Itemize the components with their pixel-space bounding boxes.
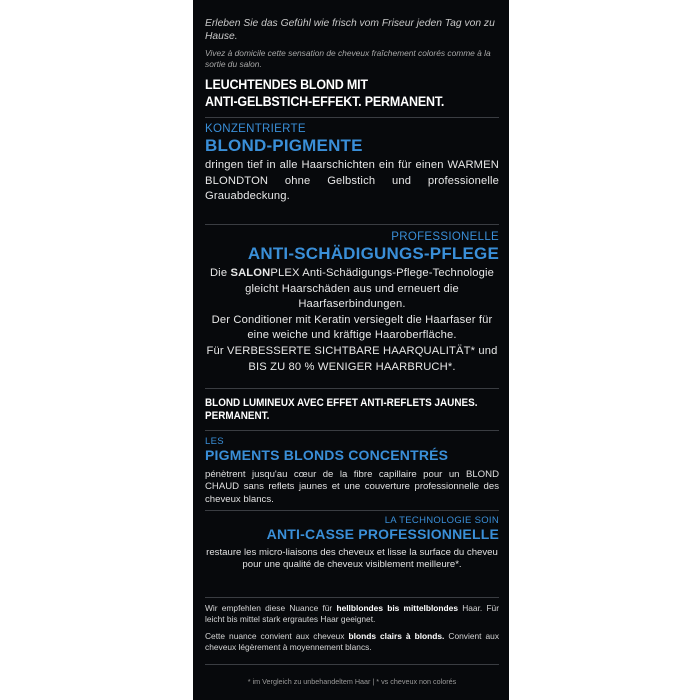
section-anti-schaedigung-de <box>205 231 499 375</box>
product-info-panel <box>193 0 509 700</box>
tagline-de <box>205 17 499 43</box>
section-small-heading: LA TECHNOLOGIE SOIN <box>384 515 499 526</box>
section-big-heading: BLOND-PIGMENTE <box>205 136 363 155</box>
recommend-text: Haar. Für leicht bis mittel stark ergrautes Haar geeignet. <box>205 603 500 624</box>
section-small-heading: PROFESSIONELLE <box>391 231 499 243</box>
recommend-text: Convient aux cheveux légèrement à moyennement blancs. <box>205 631 500 652</box>
section-small-heading: KONZENTRIERTE <box>205 123 306 135</box>
divider <box>205 430 499 431</box>
section-body-2: Der Conditioner mit Keratin versiegelt die Haarfaser für eine weiche und kräftige Haaroberfläche. <box>211 313 493 342</box>
headline-de-line2: ANTI-GELBSTICH-EFFEKT. PERMANENT. <box>205 94 445 109</box>
section-big-heading: ANTI-CASSE PROFESSIONNELLE <box>266 526 499 542</box>
headline-fr-line1: BLOND LUMINEUX AVEC EFFET ANTI-REFLETS JAUNES. <box>205 397 478 409</box>
tagline-de-c: jeden Tag von zu Hause. <box>205 18 495 42</box>
section-pigments-fr <box>205 436 499 506</box>
tagline-fr-a: Vivez à domicile cette <box>205 48 289 58</box>
tagline-de-b: Gefühl wie frisch vom Friseur <box>280 18 414 29</box>
section-big-heading: ANTI-SCHÄDIGUNGS-PFLEGE <box>247 244 499 263</box>
headline-de-line1: LEUCHTENDES BLOND MIT <box>205 77 368 92</box>
headline-fr <box>205 397 502 423</box>
section-body-1 <box>205 266 499 313</box>
divider <box>205 597 499 598</box>
recommend-highlight: blonds clairs à blonds. <box>348 631 445 641</box>
tagline-fr <box>205 48 499 70</box>
tagline-de-a: Erleben Sie das <box>205 18 281 29</box>
section-small-heading: LES <box>205 436 224 447</box>
section-big-heading: PIGMENTS BLONDS CONCENTRÉS <box>205 447 449 463</box>
section-anti-casse-fr <box>205 515 499 572</box>
section-body: dringen tief in alle Haarschichten ein für einen WARMEN BLONDTON ohne Gelbstich und professionelle Grauabdeckung. <box>205 159 499 203</box>
section-blond-pigmente-de <box>205 123 499 205</box>
tagline-fr-b: sensation de cheveux fraîchement colorés comme à la sortie du salon. <box>205 48 491 69</box>
divider <box>205 664 499 665</box>
section-body-3: Für VERBESSERTE SICHTBARE HAARQUALITÄT* und BIS ZU 80 % WENIGER HAARBRUCH*. <box>206 344 498 373</box>
divider <box>205 117 499 118</box>
section-body: pénètrent jusqu'au cœur de la fibre capillaire pour un BLOND CHAUD sans reflets jaunes et une couverture professionnelle des cheveux blancs. <box>205 469 499 505</box>
divider <box>205 388 499 389</box>
section-body: restaure les micro-liaisons des cheveux et lisse la surface du cheveu pour une qualité de cheveux visiblement meilleure*. <box>206 547 498 571</box>
body-text: Die <box>209 267 231 279</box>
headline-de <box>205 76 509 110</box>
salon-brand: SALON <box>230 267 271 279</box>
headline-fr-line2: PERMANENT. <box>205 410 270 422</box>
recommendation-fr <box>205 631 499 653</box>
body-text: PLEX Anti-Schädigungs-Pflege-Technologie gleicht Haarschäden aus und erneuert die Haarfaserbindungen. <box>245 267 495 311</box>
recommend-highlight: hellblondes bis mittelblondes <box>336 603 458 613</box>
divider <box>205 510 499 511</box>
recommendation-de <box>205 603 499 625</box>
divider <box>205 224 499 225</box>
footnote: * im Vergleich zu unbehandeltem Haar | * vs cheveux non colorés <box>247 677 457 686</box>
recommend-text: Cette nuance convient aux cheveux <box>205 631 349 641</box>
recommend-text: Wir empfehlen diese Nuance für <box>205 603 337 613</box>
